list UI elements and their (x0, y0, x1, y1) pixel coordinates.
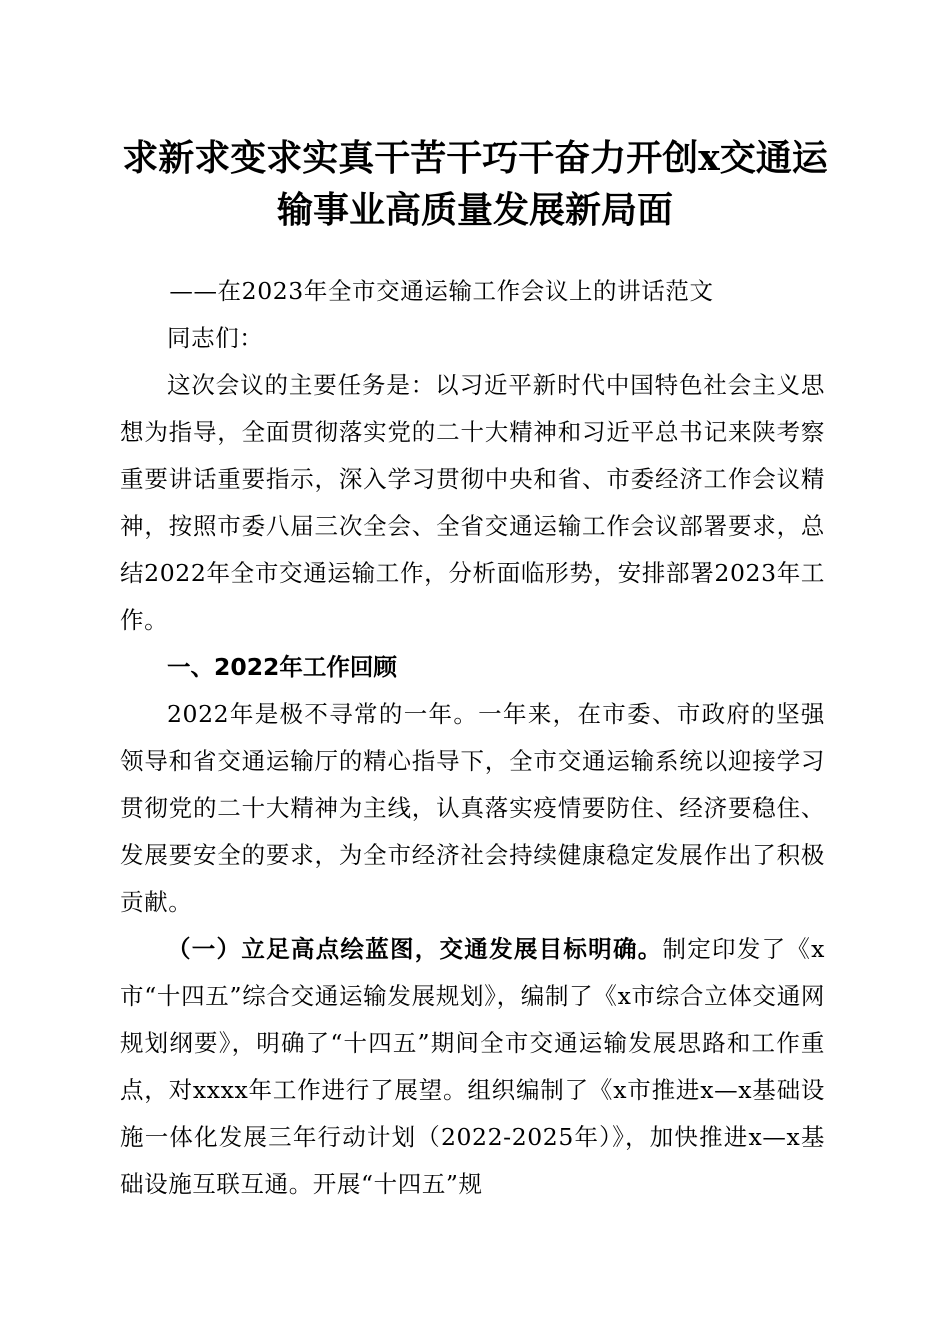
title-line-1: 求新求变求实真干苦干巧干奋力开创x交通运 (122, 137, 828, 179)
document-body (120, 268, 825, 1208)
subsection-1-paragraph (120, 926, 825, 1208)
document-title (110, 132, 840, 236)
title-line-2: 输事业高质量发展新局面 (276, 189, 673, 231)
subsection-1-text: 制定印发了《x市“十四五”综合交通运输发展规划》，编制了《x市综合立体交通网规划纲要》，明确了“十四五”期间全市交通运输发展思路和工作重点，对xxxx年工作进行了展望。组织编制了《x市推进x—x基础设施一体化发展三年行动计划（2022-2025年）》，加快推进x—x基础设施互联互通。开展“十四五”规 (120, 935, 826, 1198)
subsection-heading-1: （一）立足高点绘蓝图，交通发展目标明确。 (167, 935, 663, 963)
document-subtitle: ——在2023年全市交通运输工作会议上的讲话范文 (169, 277, 714, 305)
section-heading-1: 一、2022年工作回顾 (167, 653, 397, 681)
intro-paragraph: 这次会议的主要任务是：以习近平新时代中国特色社会主义思想为指导，全面贯彻落实党的二十大精神和习近平总书记来陕考察重要讲话重要指示，深入学习贯彻中央和省、市委经济工作会议精神，按照市委八届三次全会、全省交通运输工作会议部署要求，总结2022年全市交通运输工作，分析面临形势，安排部署2023年工作。 (120, 371, 825, 634)
section-1-paragraph: 2022年是极不寻常的一年。一年来，在市委、市政府的坚强领导和省交通运输厅的精心指导下，全市交通运输系统以迎接学习贯彻党的二十大精神为主线，认真落实疫情要防住、经济要稳住、发展要安全的要求，为全市经济社会持续健康稳定发展作出了积极贡献。 (120, 700, 825, 916)
salutation: 同志们： (167, 324, 264, 352)
